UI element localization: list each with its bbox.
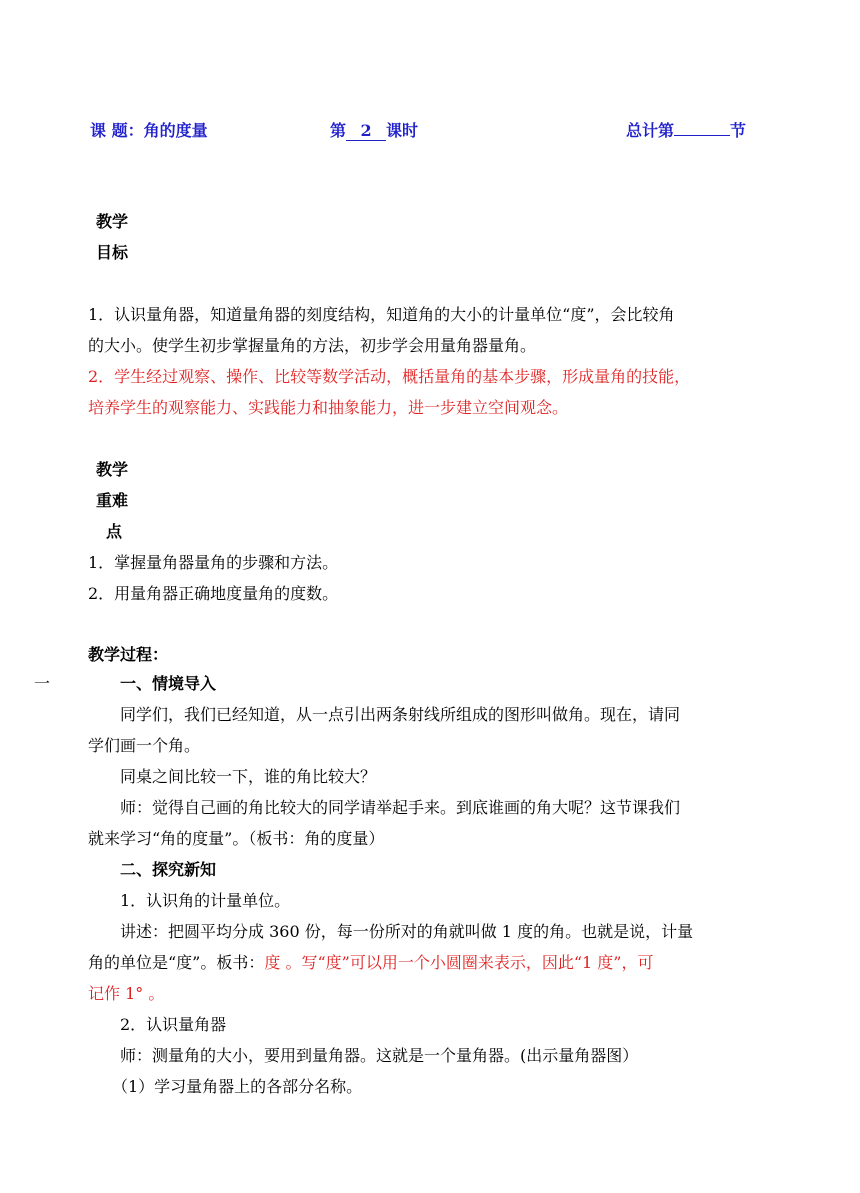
keypoint-1: 1．掌握量角器量角的步骤和方法。 xyxy=(88,553,339,572)
topic-title: 角的度量 xyxy=(143,121,208,140)
lesson-suffix: 课时 xyxy=(386,121,419,140)
objective-2-line-1: 2．学生经过观察、操作、比较等数学活动，概括量角的基本步骤，形成量角的技能， xyxy=(88,367,691,386)
keypoints-label-2: 重难 xyxy=(96,491,129,510)
total-number xyxy=(674,135,730,136)
topic-label: 课 题： xyxy=(90,121,144,140)
subsection-1: 1．认识角的计量单位。 xyxy=(120,891,291,910)
section-2-title: 二、探究新知 xyxy=(120,860,217,879)
lesson-number: 2 xyxy=(346,122,386,141)
paragraph-4-line-2 xyxy=(88,953,653,973)
margin-mark: 一 xyxy=(34,674,51,693)
objectives-label-2: 目标 xyxy=(96,243,129,262)
keypoints-label-3: 点 xyxy=(106,522,123,541)
paragraph-3-line-1: 师：觉得自己画的角比较大的同学请举起手来。到底谁画的角大呢？这节课我们 xyxy=(120,798,681,817)
objective-1-line-1: 1．认识量角器，知道量角器的刻度结构，知道角的大小的计量单位“度”，会比较角 xyxy=(88,305,675,324)
paragraph-4-line-3: 记作 1° 。 xyxy=(88,984,165,1003)
total-prefix: 总计第 xyxy=(626,121,675,140)
paragraph-4-line-2-black: 角的单位是“度”。板书： xyxy=(88,953,265,972)
keypoint-2: 2．用量角器正确地度量角的度数。 xyxy=(88,584,339,603)
section-1-title: 一、情境导入 xyxy=(120,674,217,693)
objectives-label-1: 教学 xyxy=(96,212,129,231)
total-lesson-line xyxy=(626,121,746,141)
objective-1-line-2: 的大小。使学生初步掌握量角的方法，初步学会用量角器量角。 xyxy=(88,336,537,355)
keypoints-label-1: 教学 xyxy=(96,460,129,479)
paragraph-1-line-2: 学们画一个角。 xyxy=(88,736,201,755)
topic-heading xyxy=(90,121,208,141)
total-suffix: 节 xyxy=(730,121,747,140)
process-title: 教学过程： xyxy=(88,645,169,664)
paragraph-1-line-1: 同学们，我们已经知道，从一点引出两条射线所组成的图形叫做角。现在，请同 xyxy=(120,705,681,724)
lesson-number-line xyxy=(330,121,418,141)
paragraph-3-line-2: 就来学习“角的度量”。（板书：角的度量） xyxy=(88,829,385,848)
paragraph-4-line-2-red: 度 。写“度”可以用一个小圆圈来表示，因此“1 度”，可 xyxy=(264,953,654,972)
paragraph-6: （1）学习量角器上的各部分名称。 xyxy=(112,1077,363,1096)
paragraph-4-line-1: 讲述：把圆平均分成 360 份，每一份所对的角就叫做 1 度的角。也就是说，计量 xyxy=(120,922,694,941)
paragraph-5: 师：测量角的大小，要用到量角器。这就是一个量角器。(出示量角器图） xyxy=(120,1046,639,1065)
objective-2-line-2: 培养学生的观察能力、实践能力和抽象能力，进一步建立空间观念。 xyxy=(88,398,569,417)
subsection-2: 2．认识量角器 xyxy=(120,1015,227,1034)
lesson-prefix: 第 xyxy=(330,121,347,140)
paragraph-2: 同桌之间比较一下，谁的角比较大？ xyxy=(120,767,377,786)
